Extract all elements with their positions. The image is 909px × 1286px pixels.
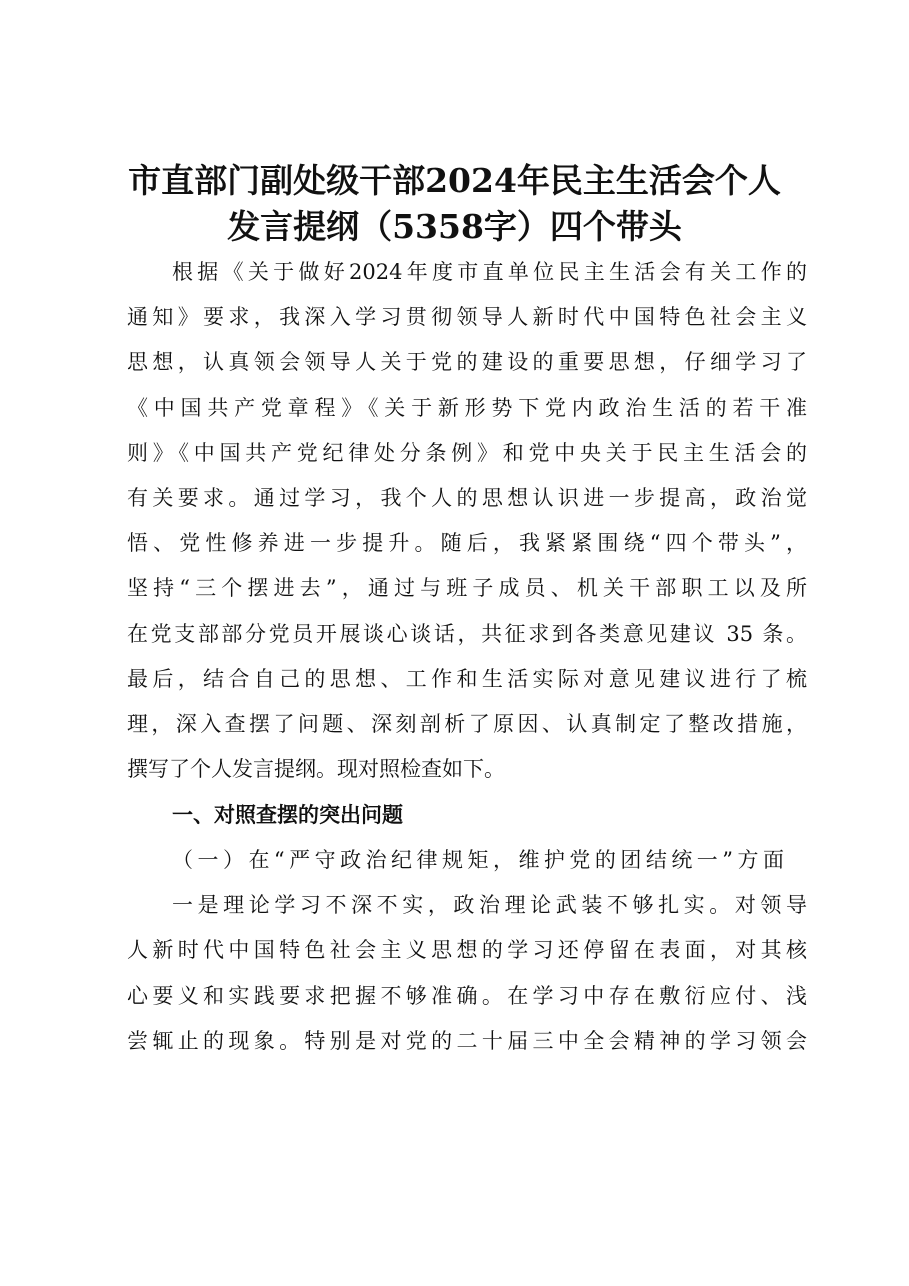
intro-paragraph-line: 思想，认真领会领导人关于党的建设的重要思想，仔细学习了: [127, 350, 807, 374]
document-title-line-1: 市直部门副处级干部2024年民主生活会个人: [128, 161, 781, 200]
subsection-heading: （一）在“严守政治纪律规矩，维护党的团结统一”方面: [172, 848, 784, 872]
intro-paragraph-line: 理，深入查摆了问题、深刻剖析了原因、认真制定了整改措施，: [127, 712, 807, 736]
body-paragraph-line: 一是理论学习不深不实，政治理论武装不够扎实。对领导: [172, 893, 807, 917]
intro-paragraph-line: 在党支部部分党员开展谈心谈话，共征求到各类意见建议 35 条。: [127, 622, 807, 646]
intro-paragraph-line: 通知》要求，我深入学习贯彻领导人新时代中国特色社会主义: [127, 305, 807, 329]
intro-paragraph-line: 有关要求。通过学习，我个人的思想认识进一步提高，政治觉: [127, 486, 807, 510]
document-title-line-2: 发言提纲（5358字）四个带头: [227, 207, 682, 246]
intro-paragraph-line: 《中国共产党章程》《关于新形势下党内政治生活的若干准: [127, 396, 807, 420]
intro-paragraph-line: 最后，结合自己的思想、工作和生活实际对意见建议进行了梳: [127, 667, 807, 691]
intro-paragraph-line: 根据《关于做好2024年度市直单位民主生活会有关工作的: [172, 260, 807, 284]
intro-paragraph-line: 悟、党性修养进一步提升。随后，我紧紧围绕“四个带头”，: [127, 531, 807, 555]
body-paragraph-line: 心要义和实践要求把握不够准确。在学习中存在敷衍应付、浅: [127, 984, 807, 1008]
intro-paragraph-line: 则》《中国共产党纪律处分条例》和党中央关于民主生活会的: [127, 441, 807, 465]
intro-paragraph-line: 坚持“三个摆进去”，通过与班子成员、机关干部职工以及所: [127, 576, 807, 600]
body-paragraph-line: 尝辄止的现象。特别是对党的二十届三中全会精神的学习领会: [127, 1029, 807, 1053]
section-heading: 一、对照查摆的突出问题: [172, 803, 403, 827]
intro-paragraph-line: 撰写了个人发言提纲。现对照检查如下。: [127, 757, 505, 781]
body-paragraph-line: 人新时代中国特色社会主义思想的学习还停留在表面，对其核: [127, 938, 807, 962]
